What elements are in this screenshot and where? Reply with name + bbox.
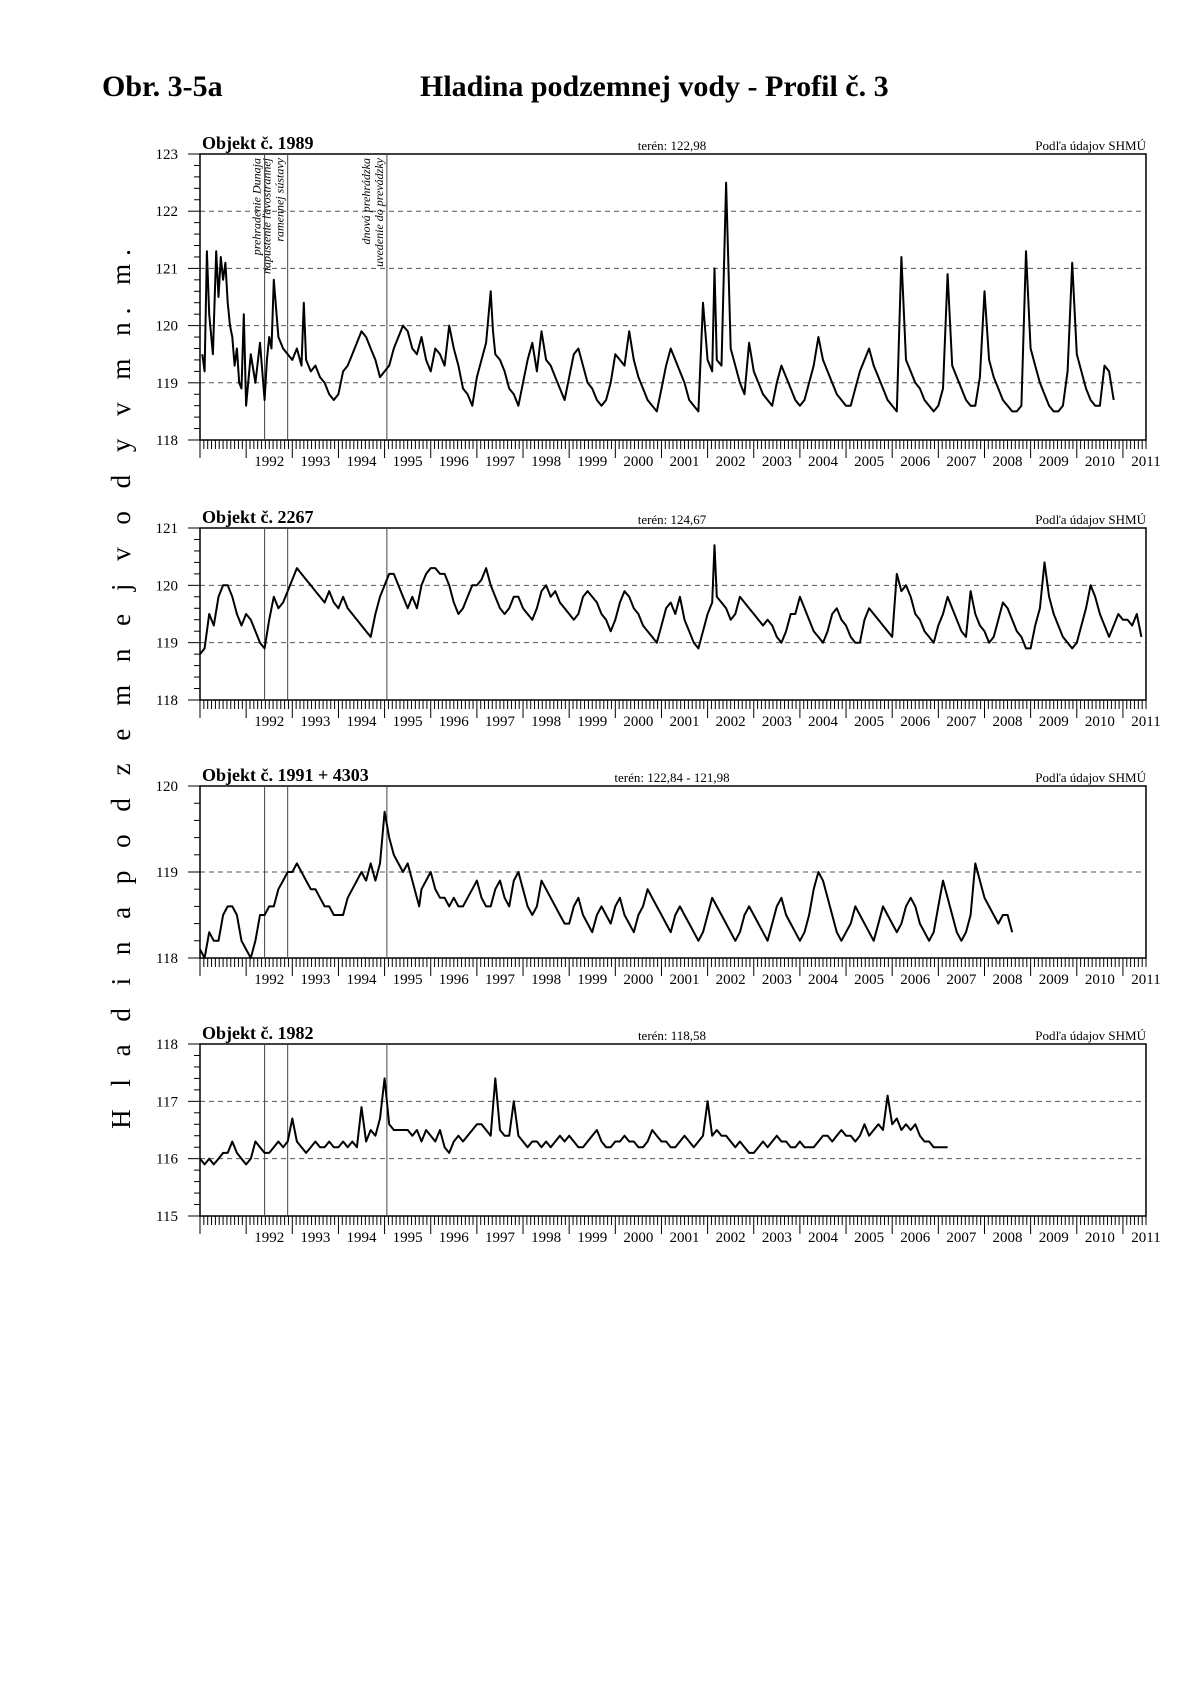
x-tick-label: 1995	[392, 454, 423, 470]
x-tick-label: 1999	[577, 972, 608, 988]
x-tick-label: 2001	[669, 972, 700, 988]
x-tick-label: 1992	[254, 1230, 285, 1246]
series-line	[200, 812, 1012, 958]
x-tick-label: 1993	[300, 972, 331, 988]
x-tick-label: 2009	[1038, 454, 1069, 470]
plot-frame	[200, 154, 1146, 440]
series-line	[202, 183, 1113, 412]
event-annotation-line: prehradenie Dunaja	[249, 158, 264, 256]
x-tick-label: 2003	[761, 972, 792, 988]
y-tick-label: 118	[156, 693, 178, 709]
y-tick-label: 119	[156, 635, 178, 652]
series-line	[200, 1078, 948, 1164]
x-tick-label: 2005	[854, 1230, 885, 1246]
x-tick-label: 2003	[761, 714, 792, 730]
x-tick-label: 2001	[669, 454, 700, 470]
source-label: Podľa údajov SHMÚ	[1035, 770, 1146, 785]
x-tick-label: 2000	[623, 454, 654, 470]
y-tick-label: 121	[155, 521, 178, 537]
x-tick-label: 1996	[438, 454, 469, 470]
x-tick-label: 1994	[346, 972, 377, 988]
event-annotation-line: dnová prehrádzka	[358, 158, 373, 245]
x-tick-label: 2009	[1038, 714, 1069, 730]
y-tick-label: 118	[156, 433, 178, 449]
x-tick-label: 1998	[531, 1230, 562, 1246]
x-tick-label: 2005	[854, 972, 885, 988]
y-tick-label: 116	[156, 1151, 178, 1168]
plot-frame	[200, 1044, 1146, 1216]
x-tick-label: 1998	[531, 714, 562, 730]
plot-frame	[200, 528, 1146, 700]
x-tick-label: 1998	[531, 972, 562, 988]
x-tick-label: 2004	[807, 714, 838, 730]
terrain-label: terén: 124,67	[637, 512, 707, 527]
x-tick-label: 2011	[1131, 454, 1161, 470]
x-tick-label: 2001	[669, 1230, 700, 1246]
x-tick-label: 2003	[761, 1230, 792, 1246]
y-tick-label: 118	[156, 1037, 178, 1053]
series-line	[200, 545, 1141, 654]
event-annotation	[359, 157, 386, 267]
y-tick-label: 121	[155, 261, 178, 278]
y-tick-label: 119	[156, 375, 178, 392]
x-tick-label: 2005	[854, 454, 885, 470]
x-tick-label: 2011	[1131, 714, 1161, 730]
x-tick-label: 2006	[900, 972, 931, 988]
panel-1	[156, 133, 1161, 470]
x-tick-label: 2006	[900, 714, 931, 730]
x-tick-label: 2002	[715, 1230, 746, 1246]
x-tick-label: 2007	[946, 972, 977, 988]
x-tick-label: 2010	[1084, 714, 1115, 730]
x-tick-label: 2004	[807, 454, 838, 470]
y-tick-label: 118	[156, 951, 178, 967]
panel-title: Objekt č. 1989	[202, 133, 314, 153]
figure-title: Hladina podzemnej vody - Profil č. 3	[420, 70, 889, 103]
x-tick-label: 2005	[854, 714, 885, 730]
x-tick-label: 1992	[254, 454, 285, 470]
event-annotation	[260, 157, 287, 274]
x-tick-label: 1997	[484, 714, 515, 730]
x-tick-label: 1993	[300, 454, 331, 470]
terrain-label: terén: 122,98	[637, 138, 707, 153]
x-tick-label: 1996	[438, 972, 469, 988]
panel-4	[156, 1023, 1161, 1246]
x-tick-label: 2004	[807, 1230, 838, 1246]
y-tick-label: 115	[156, 1209, 178, 1225]
x-tick-label: 2000	[623, 972, 654, 988]
x-tick-label: 2007	[946, 1230, 977, 1246]
event-annotation-line: napustenie ľavostrannej	[259, 158, 274, 275]
x-tick-label: 1993	[300, 714, 331, 730]
x-tick-label: 2002	[715, 454, 746, 470]
x-tick-label: 2007	[946, 454, 977, 470]
x-tick-label: 2010	[1084, 454, 1115, 470]
source-label: Podľa údajov SHMÚ	[1035, 138, 1146, 153]
x-tick-label: 2010	[1084, 1230, 1115, 1246]
terrain-label: terén: 118,58	[637, 1028, 707, 1043]
y-tick-label: 119	[156, 865, 178, 881]
x-tick-label: 1997	[484, 972, 515, 988]
y-tick-label: 120	[155, 779, 178, 795]
x-tick-label: 1998	[531, 454, 562, 470]
x-tick-label: 2006	[900, 1230, 931, 1246]
x-tick-label: 1994	[346, 454, 377, 470]
x-tick-label: 1999	[577, 454, 608, 470]
x-tick-label: 2004	[807, 972, 838, 988]
terrain-label: terén: 122,84 - 121,98	[614, 770, 730, 785]
x-tick-label: 2007	[946, 714, 977, 730]
x-tick-label: 1995	[392, 972, 423, 988]
x-tick-label: 2002	[715, 972, 746, 988]
x-tick-label: 2008	[992, 972, 1023, 988]
x-tick-label: 1999	[577, 714, 608, 730]
x-tick-label: 1994	[346, 714, 377, 730]
source-label: Podľa údajov SHMÚ	[1035, 512, 1146, 527]
x-tick-label: 2008	[992, 454, 1023, 470]
x-tick-label: 1993	[300, 1230, 331, 1246]
y-tick-label: 123	[155, 147, 178, 163]
panel-title: Objekt č. 1982	[202, 1023, 314, 1043]
panel-title: Objekt č. 2267	[202, 507, 314, 527]
event-annotation-line: uvedenie do prevádzky	[371, 158, 386, 267]
panel-title: Objekt č. 1991 + 4303	[202, 765, 369, 785]
x-tick-label: 1999	[577, 1230, 608, 1246]
x-tick-label: 2008	[992, 714, 1023, 730]
x-tick-label: 1996	[438, 714, 469, 730]
x-tick-label: 2011	[1131, 972, 1161, 988]
panel-2	[156, 507, 1161, 730]
x-tick-label: 2010	[1084, 972, 1115, 988]
source-label: Podľa údajov SHMÚ	[1035, 1028, 1146, 1043]
y-tick-label: 120	[155, 318, 178, 335]
x-tick-label: 2011	[1131, 1230, 1161, 1246]
x-tick-label: 2009	[1038, 1230, 1069, 1246]
y-axis-label: H l a d i n a p o d z e m n e j v o d y v m n. m.	[106, 241, 136, 1129]
x-tick-label: 1997	[484, 454, 515, 470]
x-tick-label: 2006	[900, 454, 931, 470]
x-tick-label: 2009	[1038, 972, 1069, 988]
x-tick-label: 2000	[623, 1230, 654, 1246]
panel-3	[156, 765, 1161, 988]
x-tick-label: 2000	[623, 714, 654, 730]
x-tick-label: 2008	[992, 1230, 1023, 1246]
y-tick-label: 117	[156, 1094, 178, 1111]
x-tick-label: 1995	[392, 714, 423, 730]
x-tick-label: 1996	[438, 1230, 469, 1246]
y-tick-label: 122	[155, 204, 178, 221]
x-tick-label: 1995	[392, 1230, 423, 1246]
event-annotation-line: ramennej sústavy	[272, 158, 287, 242]
x-tick-label: 2003	[761, 454, 792, 470]
x-tick-label: 1992	[254, 972, 285, 988]
x-tick-label: 2002	[715, 714, 746, 730]
x-tick-label: 1992	[254, 714, 285, 730]
x-tick-label: 1997	[484, 1230, 515, 1246]
x-tick-label: 1994	[346, 1230, 377, 1246]
y-tick-label: 120	[155, 578, 178, 595]
x-tick-label: 2001	[669, 714, 700, 730]
figure-label: Obr. 3-5a	[102, 70, 223, 103]
